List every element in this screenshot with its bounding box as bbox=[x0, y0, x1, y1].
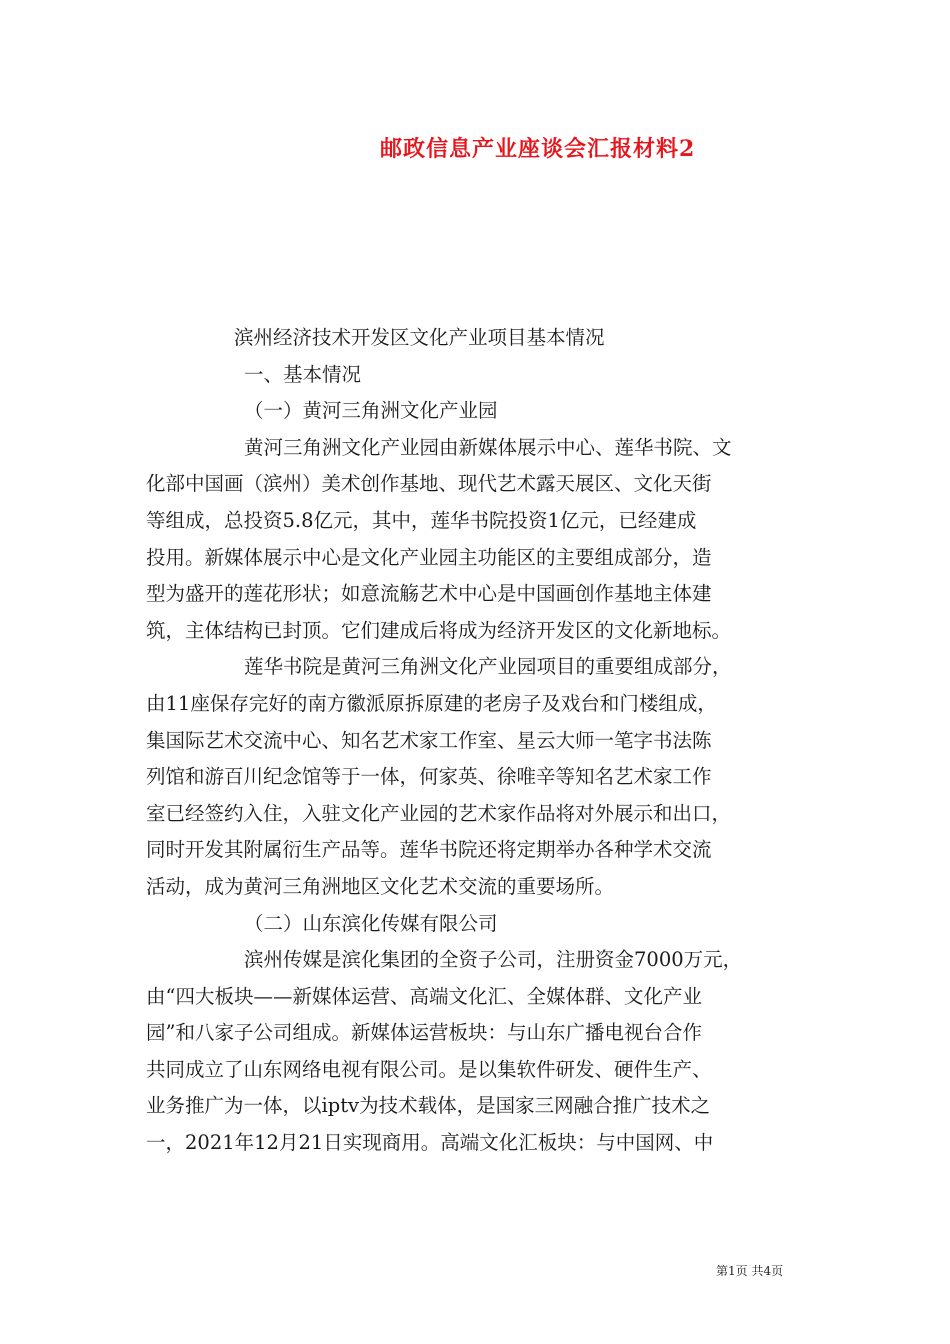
paragraph-line: 筑，主体结构已封顶。它们建成后将成为经济开发区的文化新地标。 bbox=[146, 618, 732, 642]
paragraph-line: 型为盛开的莲花形状；如意流觞艺术中心是中国画创作基地主体建 bbox=[146, 582, 712, 606]
subheading-culture-park: （一）黄河三角洲文化产业园 bbox=[244, 399, 498, 423]
document-body bbox=[146, 320, 810, 1162]
paragraph-line: 由“四大板块——新媒体运营、高端文化汇、全媒体群、文化产业 bbox=[146, 984, 702, 1008]
paragraph-line: 莲华书院是黄河三角洲文化产业园项目的重要组成部分， bbox=[244, 655, 732, 679]
paragraph-line: 化部中国画（滨州）美术创作基地、现代艺术露天展区、文化天街 bbox=[146, 472, 712, 496]
paragraph-line: 等组成，总投资5.8亿元，其中，莲华书院投资1亿元，已经建成 bbox=[146, 508, 697, 532]
paragraph-line: 滨州传媒是滨化集团的全资子公司，注册资金7000万元， bbox=[244, 948, 743, 972]
page-number-footer: 第1页 共4页 bbox=[716, 1264, 784, 1278]
paragraph-line: 活动，成为黄河三角洲地区文化艺术交流的重要场所。 bbox=[146, 874, 615, 898]
paragraph-line: 投用。新媒体展示中心是文化产业园主功能区的主要组成部分，造 bbox=[146, 545, 712, 569]
paragraph-line: 共同成立了山东网络电视有限公司。是以集软件研发、硬件生产、 bbox=[146, 1057, 712, 1081]
paragraph-line: 集国际艺术交流中心、知名艺术家工作室、星云大师一笔字书法陈 bbox=[146, 728, 712, 752]
paragraph-line: 由11座保存完好的南方徽派原拆原建的老房子及戏台和门楼组成， bbox=[146, 691, 717, 715]
document-title: 邮政信息产业座谈会汇报材料2 bbox=[380, 136, 696, 162]
heading-basic-situation: 一、基本情况 bbox=[244, 362, 362, 386]
paragraph-line: 黄河三角洲文化产业园由新媒体展示中心、莲华书院、文 bbox=[244, 435, 732, 459]
subheading-media-company: （二）山东滨化传媒有限公司 bbox=[244, 911, 498, 935]
section-heading: 滨州经济技术开发区文化产业项目基本情况 bbox=[234, 326, 605, 349]
paragraph-line: 一，2021年12月21日实现商用。高端文化汇板块：与中国网、中 bbox=[146, 1131, 714, 1155]
paragraph-line: 园”和八家子公司组成。新媒体运营板块：与山东广播电视台合作 bbox=[146, 1021, 702, 1045]
paragraph-line: 同时开发其附属衍生产品等。莲华书院还将定期举办各种学术交流 bbox=[146, 838, 712, 862]
paragraph-line: 业务推广为一体，以iptv为技术载体，是国家三网融合推广技术之 bbox=[146, 1094, 711, 1118]
paragraph-line: 列馆和游百川纪念馆等于一体，何家英、徐唯辛等知名艺术家工作 bbox=[146, 765, 712, 789]
paragraph-line: 室已经签约入住，入驻文化产业园的艺术家作品将对外展示和出口， bbox=[146, 801, 732, 825]
